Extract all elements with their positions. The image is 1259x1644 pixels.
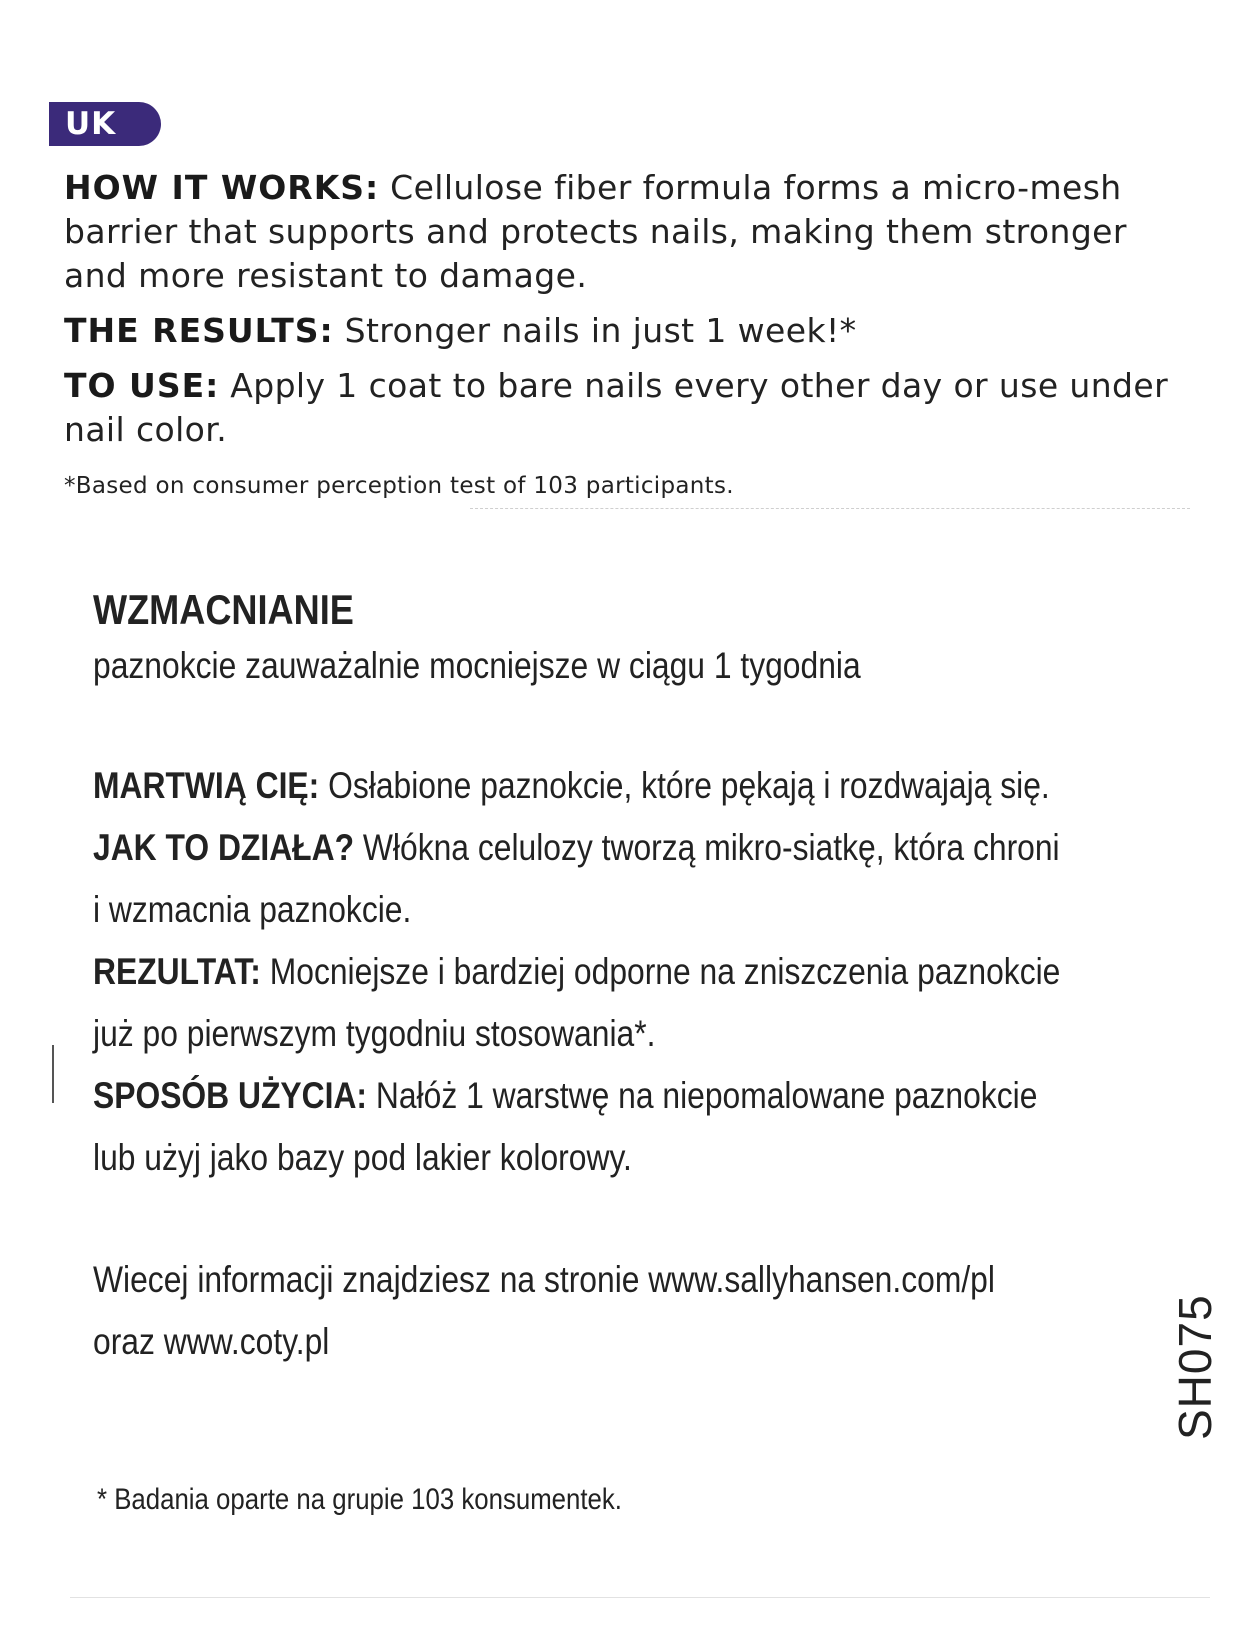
info-line-1: Wiecej informacji znajdziesz na stronie www.sallyhansen.com/pl [93,1259,995,1300]
results-paragraph [64,309,1194,353]
info-line-2: oraz www.coty.pl [93,1321,330,1362]
result-text-1: Mocniejsze i bardziej odporne na zniszczenia paznokcie [269,951,1061,992]
usage-line-1 [93,1065,1228,1127]
pl-instructions [93,585,1228,1373]
to-use-text: Apply 1 coat to bare nails every other day or use under nail color. [64,366,1169,449]
how-label: JAK TO DZIAŁA? [93,827,355,868]
uk-instructions [64,166,1194,463]
results-text: Stronger nails in just 1 week!* [344,311,857,350]
bottom-edge-line [70,1597,1210,1598]
usage-line-2: lub użyj jako bazy pod lakier kolorowy. [93,1137,632,1178]
usage-text-1: Nałóż 1 warstwę na niepomalowane paznokcie [375,1075,1038,1116]
to-use-label: TO USE: [64,366,220,405]
to-use-paragraph [64,364,1194,452]
section-divider [470,508,1190,509]
how-it-works-label: HOW IT WORKS: [64,168,380,207]
how-it-works-text: Cellulose fiber formula forms a micro-mesh barrier that supports and protects nails, making them stronger and more resistant to damage. [64,168,1127,295]
pl-subtitle: paznokcie zauważalnie mocniejsze w ciągu 1 tygodnia [93,645,861,686]
result-label: REZULTAT: [93,951,261,992]
edge-mark [52,1045,54,1103]
results-label: THE RESULTS: [64,311,334,350]
worry-label: MARTWIĄ CIĘ: [93,765,320,806]
usage-label: SPOSÓB UŻYCIA: [93,1075,368,1116]
pl-footnote: * Badania oparte na grupie 103 konsumentek. [97,1483,622,1516]
worry-line [93,755,1228,817]
worry-text: Osłabione paznokcie, które pękają i rozdwajają się. [328,765,1050,806]
pl-more-info [93,1249,1228,1373]
uk-language-badge: UK [49,102,161,146]
how-it-works-paragraph [64,166,1194,298]
result-line-1 [93,941,1228,1003]
uk-footnote: *Based on consumer perception test of 103 participants. [64,473,734,499]
how-text-1: Włókna celulozy tworzą mikro-siatkę, która chroni [362,827,1060,868]
how-line-1 [93,817,1228,879]
pl-details [93,755,1228,1189]
result-line-2: już po pierwszym tygodniu stosowania*. [93,1013,656,1054]
pl-title: WZMACNIANIE [93,586,354,633]
product-code: SH075 [1169,1294,1221,1440]
how-line-2: i wzmacnia paznokcie. [93,889,412,930]
